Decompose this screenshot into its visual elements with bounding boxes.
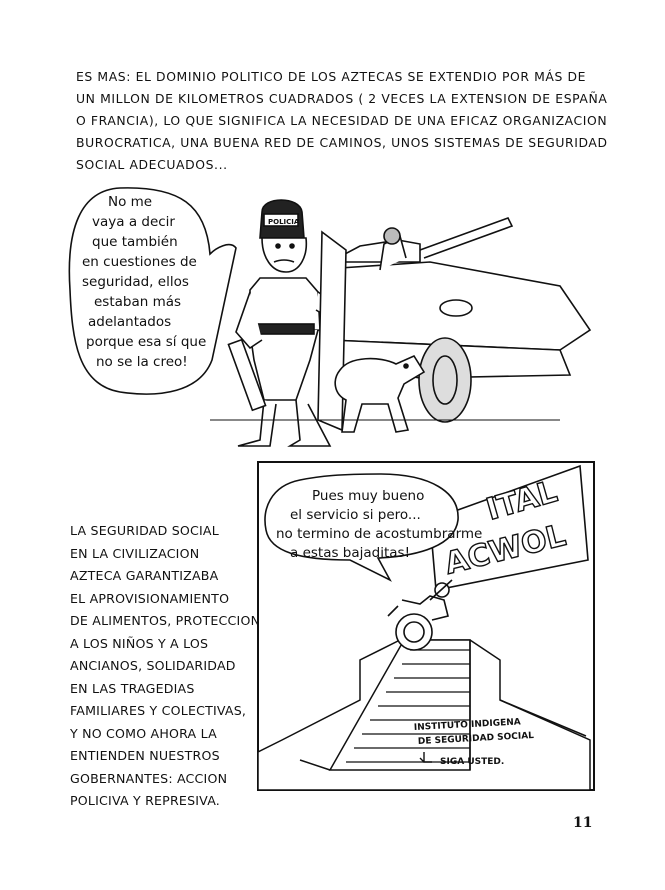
institute-line: SIGA USTED. xyxy=(440,757,505,767)
bubble-line: el servicio si pero... xyxy=(290,507,421,523)
intro-line: BUROCRATICA, UNA BUENA RED DE CAMINOS, UNOS SISTEMAS DE SEGURIDAD xyxy=(76,135,608,150)
bubble-line: no termino de acostumbrarme xyxy=(276,526,483,542)
bubble-line: porque esa sí que xyxy=(86,334,207,350)
side-line: LA SEGURIDAD SOCIAL xyxy=(70,523,219,538)
bubble-line: en cuestiones de xyxy=(82,254,197,270)
intro-line: SOCIAL ADECUADOS... xyxy=(76,157,228,172)
bubble-line: a estas bajaditas! xyxy=(290,545,410,561)
side-line: AZTECA GARANTIZABA xyxy=(70,568,219,583)
intro-line: UN MILLON DE KILOMETROS CUADRADOS ( 2 VECES LA EXTENSION DE ESPAÑA xyxy=(76,91,608,106)
institute-line: DE SEGURIDAD SOCIAL xyxy=(417,730,535,747)
side-line: FAMILIARES Y COLECTIVAS, xyxy=(70,703,247,718)
side-line: EL APROVISIONAMIENTO xyxy=(70,590,230,606)
bubble-line: Pues muy bueno xyxy=(312,488,425,504)
side-line: Y NO COMO AHORA LA xyxy=(70,725,217,741)
bubble-line: estaban más xyxy=(94,294,182,310)
page-number: 11 xyxy=(573,815,593,831)
side-line: A LOS NIÑOS Y A LOS xyxy=(70,635,209,651)
bubble-line: adelantados xyxy=(88,314,172,330)
bubble-line: que también xyxy=(92,234,178,250)
side-line: EN LAS TRAGEDIAS xyxy=(70,680,195,696)
side-line: EN LA CIVILIZACION xyxy=(70,545,200,561)
side-line: GOBERNANTES: ACCION xyxy=(70,770,228,786)
pyramid-illustration xyxy=(258,640,590,790)
institute-line: INSTITUTO INDIGENA xyxy=(413,717,521,733)
side-line: DE ALIMENTOS, PROTECCION xyxy=(70,613,261,628)
bubble-line: no se la creo! xyxy=(96,354,188,370)
bubble-line: vaya a decir xyxy=(92,214,175,230)
side-line: ANCIANOS, SOLIDARIDAD xyxy=(70,658,236,673)
bubble-line: No me xyxy=(108,194,153,210)
side-line: ENTIENDEN NUESTROS xyxy=(70,748,220,763)
side-line: POLICIVA Y REPRESIVA. xyxy=(70,793,220,808)
intro-line: ES MAS: EL DOMINIO POLITICO DE LOS AZTECAS SE EXTENDIO POR MÁS DE xyxy=(76,69,587,84)
intro-line: O FRANCIA), LO QUE SIGNIFICA LA NECESIDAD DE UNA EFICAZ ORGANIZACION xyxy=(76,113,608,128)
sign-letters-2: ACWOL xyxy=(441,518,570,582)
bubble-line: seguridad, ellos xyxy=(82,274,189,290)
helmet-label: POLICIA xyxy=(268,218,300,226)
sign-letters: ITAL xyxy=(482,474,562,528)
